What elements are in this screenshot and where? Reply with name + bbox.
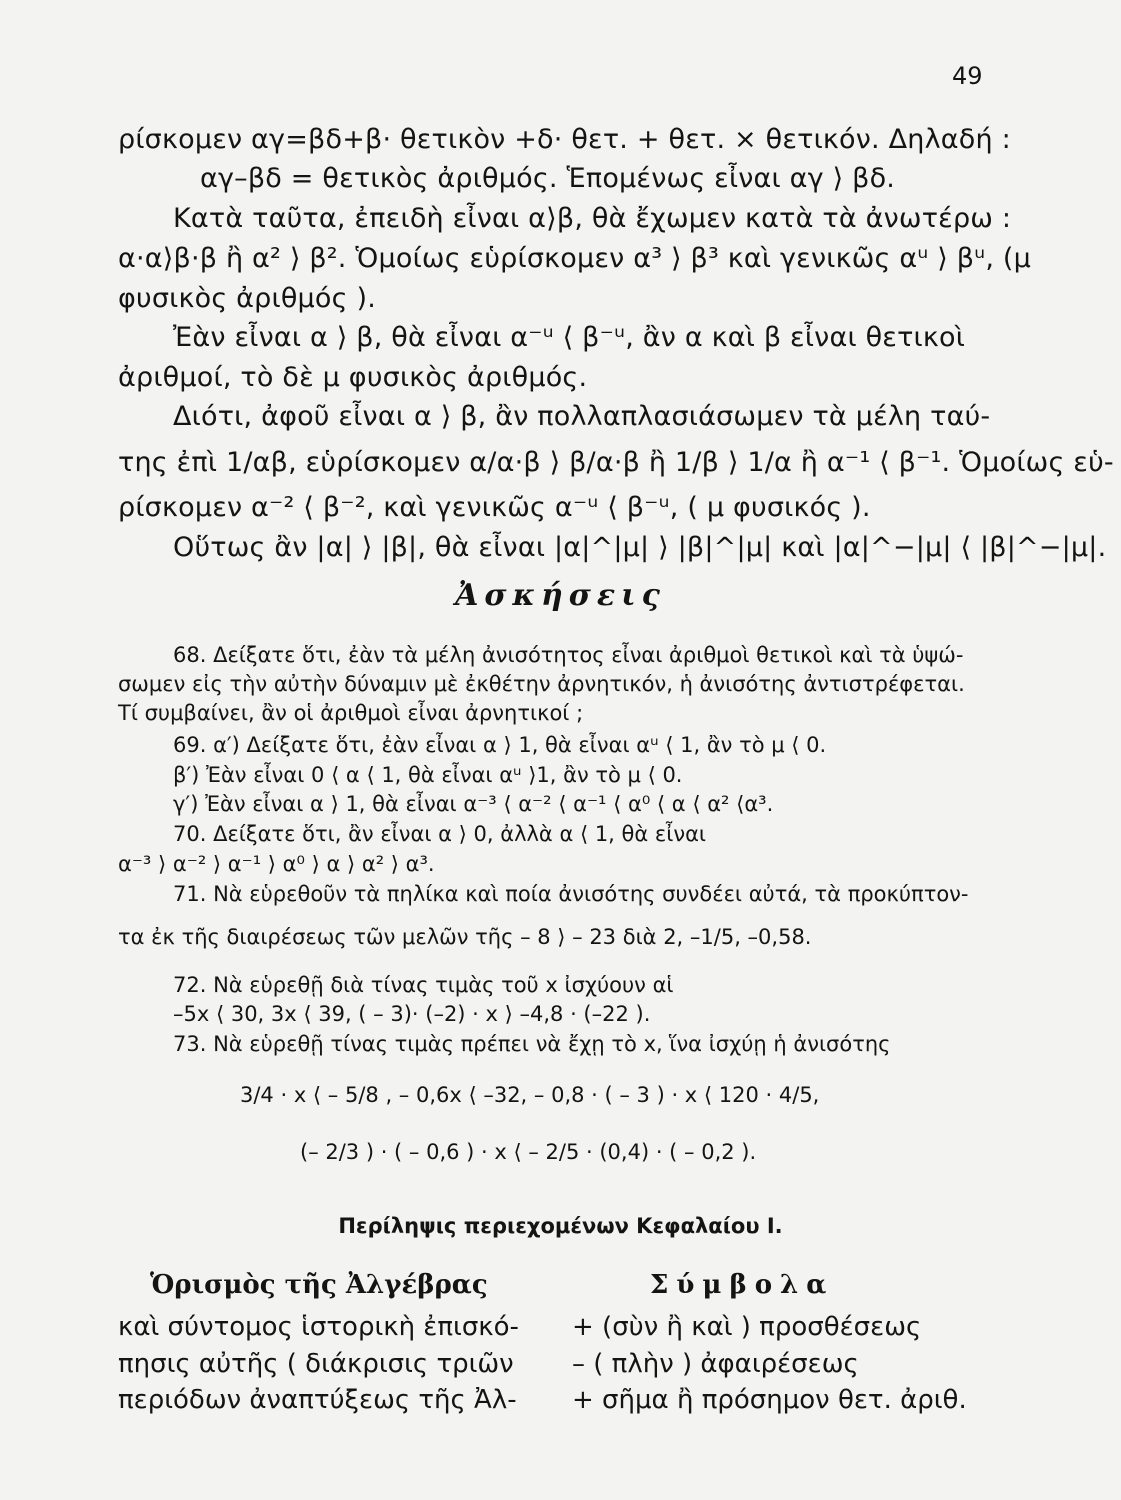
summary-title: Περίληψις περιεχομένων Κεφαλαίου Ι. [338,1214,783,1238]
body-line: αγ–βδ = θετικὸς ἀριθμός. Ἑπομένως εἶναι αγ ⟩ βδ. [200,163,896,194]
exercise-line: 69. α′) Δείξατε ὅτι, ἐὰν εἶναι α ⟩ 1, θὰ εἶναι αᵘ ⟨ 1, ἂν τὸ μ ⟨ 0. [173,733,827,757]
summary-left-line: περιόδων ἀναπτύξεως τῆς Ἀλ- [118,1385,517,1415]
definition-heading: Ὁρισμὸς τῆς Ἀλγέβρας [150,1270,488,1300]
exercise-line: β′) Ἐὰν εἶναι 0 ⟨ α ⟨ 1, θὰ εἶναι αᵘ ⟩1, ἂν τὸ μ ⟨ 0. [173,763,683,787]
body-line: ρίσκομεν α⁻² ⟨ β⁻², καὶ γενικῶς α⁻ᵘ ⟨ β⁻ᵘ, ( μ φυσικός ). [118,492,871,523]
body-line: φυσικὸς ἀριθμός ). [118,283,376,314]
exercise-line: (– 2/3 ) · ( – 0,6 ) · x ⟨ – 2/5 · (0,4) · ( – 0,2 ). [300,1140,757,1164]
exercises-heading: Ἀσκήσεις [455,578,666,613]
exercise-line: α⁻³ ⟩ α⁻² ⟩ α⁻¹ ⟩ α⁰ ⟩ α ⟩ α² ⟩ α³. [118,852,435,876]
exercise-line: Τί συμβαίνει, ἂν οἱ ἀριθμοὶ εἶναι ἀρνητικοί ; [118,701,584,725]
body-line: Κατὰ ταῦτα, ἐπειδὴ εἶναι α⟩β, θὰ ἔχωμεν κατὰ τὰ ἀνωτέρω : [173,203,1012,234]
exercise-line: 70. Δείξατε ὅτι, ἂν εἶναι α ⟩ 0, ἀλλὰ α ⟨ 1, θὰ εἶναι [173,822,707,846]
body-line: Διότι, ἀφοῦ εἶναι α ⟩ β, ἂν πολλαπλασιάσωμεν τὰ μέλη ταύ- [173,401,991,432]
summary-left-line: καὶ σύντομος ἱστορικὴ ἐπισκό- [118,1312,519,1342]
body-line: της ἐπὶ 1/αβ, εὑρίσκομεν α/α·β ⟩ β/α·β ἢ 1/β ⟩ 1/α ἢ α⁻¹ ⟨ β⁻¹. Ὁμοίως εὑ- [118,447,1114,478]
exercise-line: 73. Νὰ εὑρεθῇ τίνας τιμὰς πρέπει νὰ ἔχῃ τὸ x, ἵνα ἰσχύῃ ἡ ἀνισότης [173,1032,891,1056]
page-number: 49 [952,62,983,90]
exercise-line: 71. Νὰ εὑρεθοῦν τὰ πηλίκα καὶ ποία ἀνισότης συνδέει αὐτά, τὰ προκύπτον- [173,882,969,906]
exercise-line: 3/4 · x ⟨ – 5/8 , – 0,6x ⟨ –32, – 0,8 · ( – 3 ) · x ⟨ 120 · 4/5, [240,1083,820,1107]
symbol-line: + σῆμα ἢ πρόσημον θετ. ἀριθ. [572,1385,967,1415]
summary-left-line: πησις αὐτῆς ( διάκρισις τριῶν [118,1349,514,1379]
body-line: ρίσκομεν αγ=βδ+β· θετικὸν +δ· θετ. + θετ. × θετικόν. Δηλαδή : [118,124,1011,155]
exercise-line: 72. Νὰ εὑρεθῇ διὰ τίνας τιμὰς τοῦ x ἰσχύουν αἱ [173,973,674,997]
exercise-line: σωμεν εἰς τὴν αὐτὴν δύναμιν μὲ ἐκθέτην ἀρνητικόν, ἡ ἀνισότης ἀντιστρέφεται. [118,672,965,696]
body-line: α·α⟩β·β ἢ α² ⟩ β². Ὁμοίως εὑρίσκομεν α³ ⟩ β³ καὶ γενικῶς αᵘ ⟩ βᵘ, (μ [118,243,1032,274]
body-line: ἀριθμοί, τὸ δὲ μ φυσικὸς ἀριθμός. [118,362,588,393]
body-line: Ἐὰν εἶναι α ⟩ β, θὰ εἶναι α⁻ᵘ ⟨ β⁻ᵘ, ἂν α καὶ β εἶναι θετικοὶ [173,322,966,353]
body-line: Οὕτως ἂν |α| ⟩ |β|, θὰ εἶναι |α|^|μ| ⟩ |β|^|μ| καὶ |α|^−|μ| ⟨ |β|^−|μ|. [173,532,1107,563]
symbols-heading: Σύμβολα [650,1270,835,1300]
exercise-line: 68. Δείξατε ὅτι, ἐὰν τὰ μέλη ἀνισότητος εἶναι ἀριθμοὶ θετικοὶ καὶ τὰ ὑψώ- [173,643,964,667]
exercise-line: τα ἐκ τῆς διαιρέσεως τῶν μελῶν τῆς – 8 ⟩ – 23 διὰ 2, –1/5, –0,58. [118,925,812,949]
symbol-line: + (σὺν ἢ καὶ ) προσθέσεως [572,1312,922,1342]
exercise-line: –5x ⟨ 30, 3x ⟨ 39, ( – 3)· (–2) · x ⟩ –4,8 · (–22 ). [173,1002,651,1026]
symbol-line: – ( πλὴν ) ἀφαιρέσεως [572,1349,859,1379]
exercise-line: γ′) Ἐὰν εἶναι α ⟩ 1, θὰ εἶναι α⁻³ ⟨ α⁻² ⟨ α⁻¹ ⟨ α⁰ ⟨ α ⟨ α² ⟨α³. [173,792,774,816]
